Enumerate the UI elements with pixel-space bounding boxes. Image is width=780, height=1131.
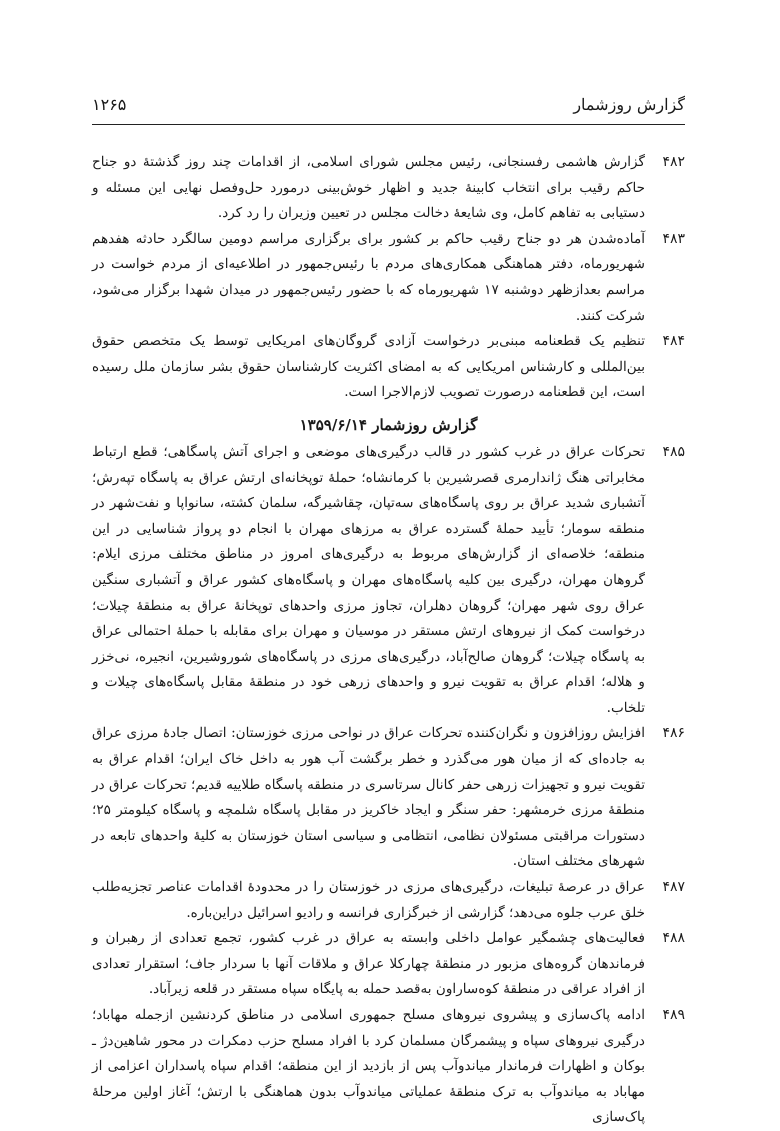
- entry-485: [92, 440, 685, 722]
- entry-text: فعالیت‌های چشمگیر عوامل داخلی وابسته به عراق در غرب کشور، تجمع تعدادی از رهبران و فرماندهان گروه‌های مزبور در منطقهٔ چهارکلا عراق و ملاقات آنها با سردار جاف؛ استقرار تعدادی از افراد عراقی در منطقهٔ کوه‌ساراون به‌قصد حمله به پایگاه سپاه مستقر در قلعه زیرآباد.: [92, 930, 645, 998]
- entry-number: ۴۸۹: [662, 1007, 685, 1023]
- entry-488: [92, 926, 685, 1003]
- entry-text: عراق در عرصهٔ تبلیغات، درگیری‌های مرزی در خوزستان را در محدودهٔ اقدامات عناصر تجزیه‌طلب خلق عرب جلوه می‌دهد؛ گزارشی از خبرگزاری فرانسه و رادیو اسرائیل دراین‌باره.: [92, 879, 645, 921]
- entry-number: ۴۸۵: [662, 443, 685, 460]
- entry-text: تحرکات عراق در غرب کشور در قالب درگیری‌های موضعی و اجرای آتش پاسگاهی؛ قطع ارتباط مخابراتی هنگ ژاندارمری قصرشیرین با کرمانشاه؛ حملهٔ توپخانه‌ای ارتش عراق به پاسگاه تپه‌رش؛ آتشباری شدید عراق بر روی پاسگاه‌های سه‌تپان، چقاشیرگه، سلمان کشته، سانواپا و نفت‌شهر در منطقه سومار؛ تأیید حملهٔ گسترده عراق به مرزهای مهران با انجام دو پرواز شناسایی در این منطقه؛ خلاصه‌ای از گزارش‌های مربوط به درگیری‌های امروز در مناطق مختلف مرزی ایلام: گروهان مهران، درگیری بین کلیه پاسگاه‌های مهران و پاسگاه‌های کشور عراق و آتشباری سنگین عراق روی شهر مهران؛ گروهان دهلران، تجاوز مرزی واحدهای توپخانهٔ عراق به منطقهٔ چیلات؛ درخواست کمک از نیروهای ارتش مستقر در موسیان و مهران برای مقابله با حملهٔ احتمالی عراق به پاسگاه چیلات؛ گروهان صالح‌آباد، درگیری‌های مرزی در پاسگاه‌های شوروشیرین، انجیره، نی‌خزر و هلاله؛ اقدام عراق به تقویت نیرو و واحدهای زرهی خود در منطقهٔ مقابل پاسگاه‌های چیلات و تلخاب.: [92, 443, 645, 716]
- running-title: گزارش روزشمار: [573, 95, 685, 114]
- section-heading: گزارش روزشمار ۱۳۵۹/۶/۱۴: [299, 415, 478, 434]
- entry-number: ۴۸۲: [662, 154, 685, 170]
- header-divider: [92, 124, 685, 125]
- entry-number: ۴۸۷: [662, 879, 685, 896]
- page-header: [92, 88, 685, 114]
- entry-text: افزایش روزافزون و نگران‌کننده تحرکات عراق در نواحی مرزی خوزستان: اتصال جادهٔ مرزی عراق به جاده‌ای که از میان هور می‌گذرد و خطر برگشت آب هور به داخل خاک ایران؛ اقدام عراق به تقویت نیرو و تجهیزات زرهی حفر کانال سرتاسری در منطقه پاسگاه طلاییه قدیم؛ تحرکات عراق در منطقهٔ مرزی خرمشهر: حفر سنگر و ایجاد خاکریز در مقابل پاسگاه شلمچه و پاسگاه کیلومتر ۲۵؛ دستورات مراقبتی مسئولان نظامی، انتظامی و سیاسی استان خوزستان به کلیهٔ واحدهای تابعه در شهرهای مختلف استان.: [92, 725, 645, 870]
- entry-number: ۴۸۴: [662, 333, 685, 350]
- entry-text: گزارش هاشمی رفسنجانی، رئیس مجلس شورای اسلامی، از اقدامات چند روز گذشتهٔ دو جناح حاکم رقیب برای انتخاب کابینهٔ جدید و اظهار خوش‌بینی درمورد حل‌وفصل نهایی این مسئله و دستیابی به تفاهم کامل، وی شایعهٔ دخالت مجلس در تعیین وزیران را رد کرد.: [92, 154, 645, 222]
- entry-number: ۴۸۶: [662, 725, 685, 742]
- entry-text: آماده‌شدن هر دو جناح رقیب حاکم بر کشور برای برگزاری مراسم دومین سالگرد حادثه هفدهم شهریورماه، دفتر هماهنگی همکاری‌های مردم با رئیس‌جمهور در اطلاعیه‌ای از مردم خواست در مراسم بعدازظهر دوشنبه ۱۷ شهریورماه که با حضور رئیس‌جمهور در میدان شهدا برگزار می‌شود، شرکت کنند.: [92, 230, 645, 324]
- entry-number: ۴۸۳: [662, 230, 685, 247]
- entry-text: ادامه پاک‌سازی و پیشروی نیروهای مسلح جمهوری اسلامی در مناطق کردنشین ازجمله مهاباد؛ درگیری نیروهای سپاه و پیشمرگان مسلمان کرد با افراد مسلح حزب دمکرات در محور شاهین‌دژ ـ بوکان و اظهارات فرماندار میاندوآب پس از بازدید از این منطقه؛ اقدام سپاه پاسداران اعزامی از مهاباد به میاندوآب به ترک منطقهٔ عملیاتی میاندوآب بدون هماهنگی با ارتش؛ آغاز اولین مرحلهٔ پاک‌سازی: [92, 1007, 645, 1126]
- entry-text: تنظیم یک قطعنامه مبنی‌بر درخواست آزادی گروگان‌های امریکایی توسط یک متخصص حقوق بین‌المللی و کارشناس امریکایی که به امضای اکثریت کارشناسان حقوق بشر سازمان ملل رسیده است، این قطعنامه درصورت تصویب لازم‌الاجرا است.: [92, 333, 645, 401]
- entry-483: [92, 227, 685, 329]
- entry-486: [92, 721, 685, 875]
- entry-482: [92, 150, 685, 227]
- entry-number: ۴۸۸: [662, 930, 685, 947]
- page-number: ۱۲۶۵: [92, 95, 127, 114]
- entry-484: [92, 329, 685, 406]
- page-body: [92, 150, 685, 1131]
- entry-489: [92, 1003, 685, 1131]
- entry-487: [92, 875, 685, 926]
